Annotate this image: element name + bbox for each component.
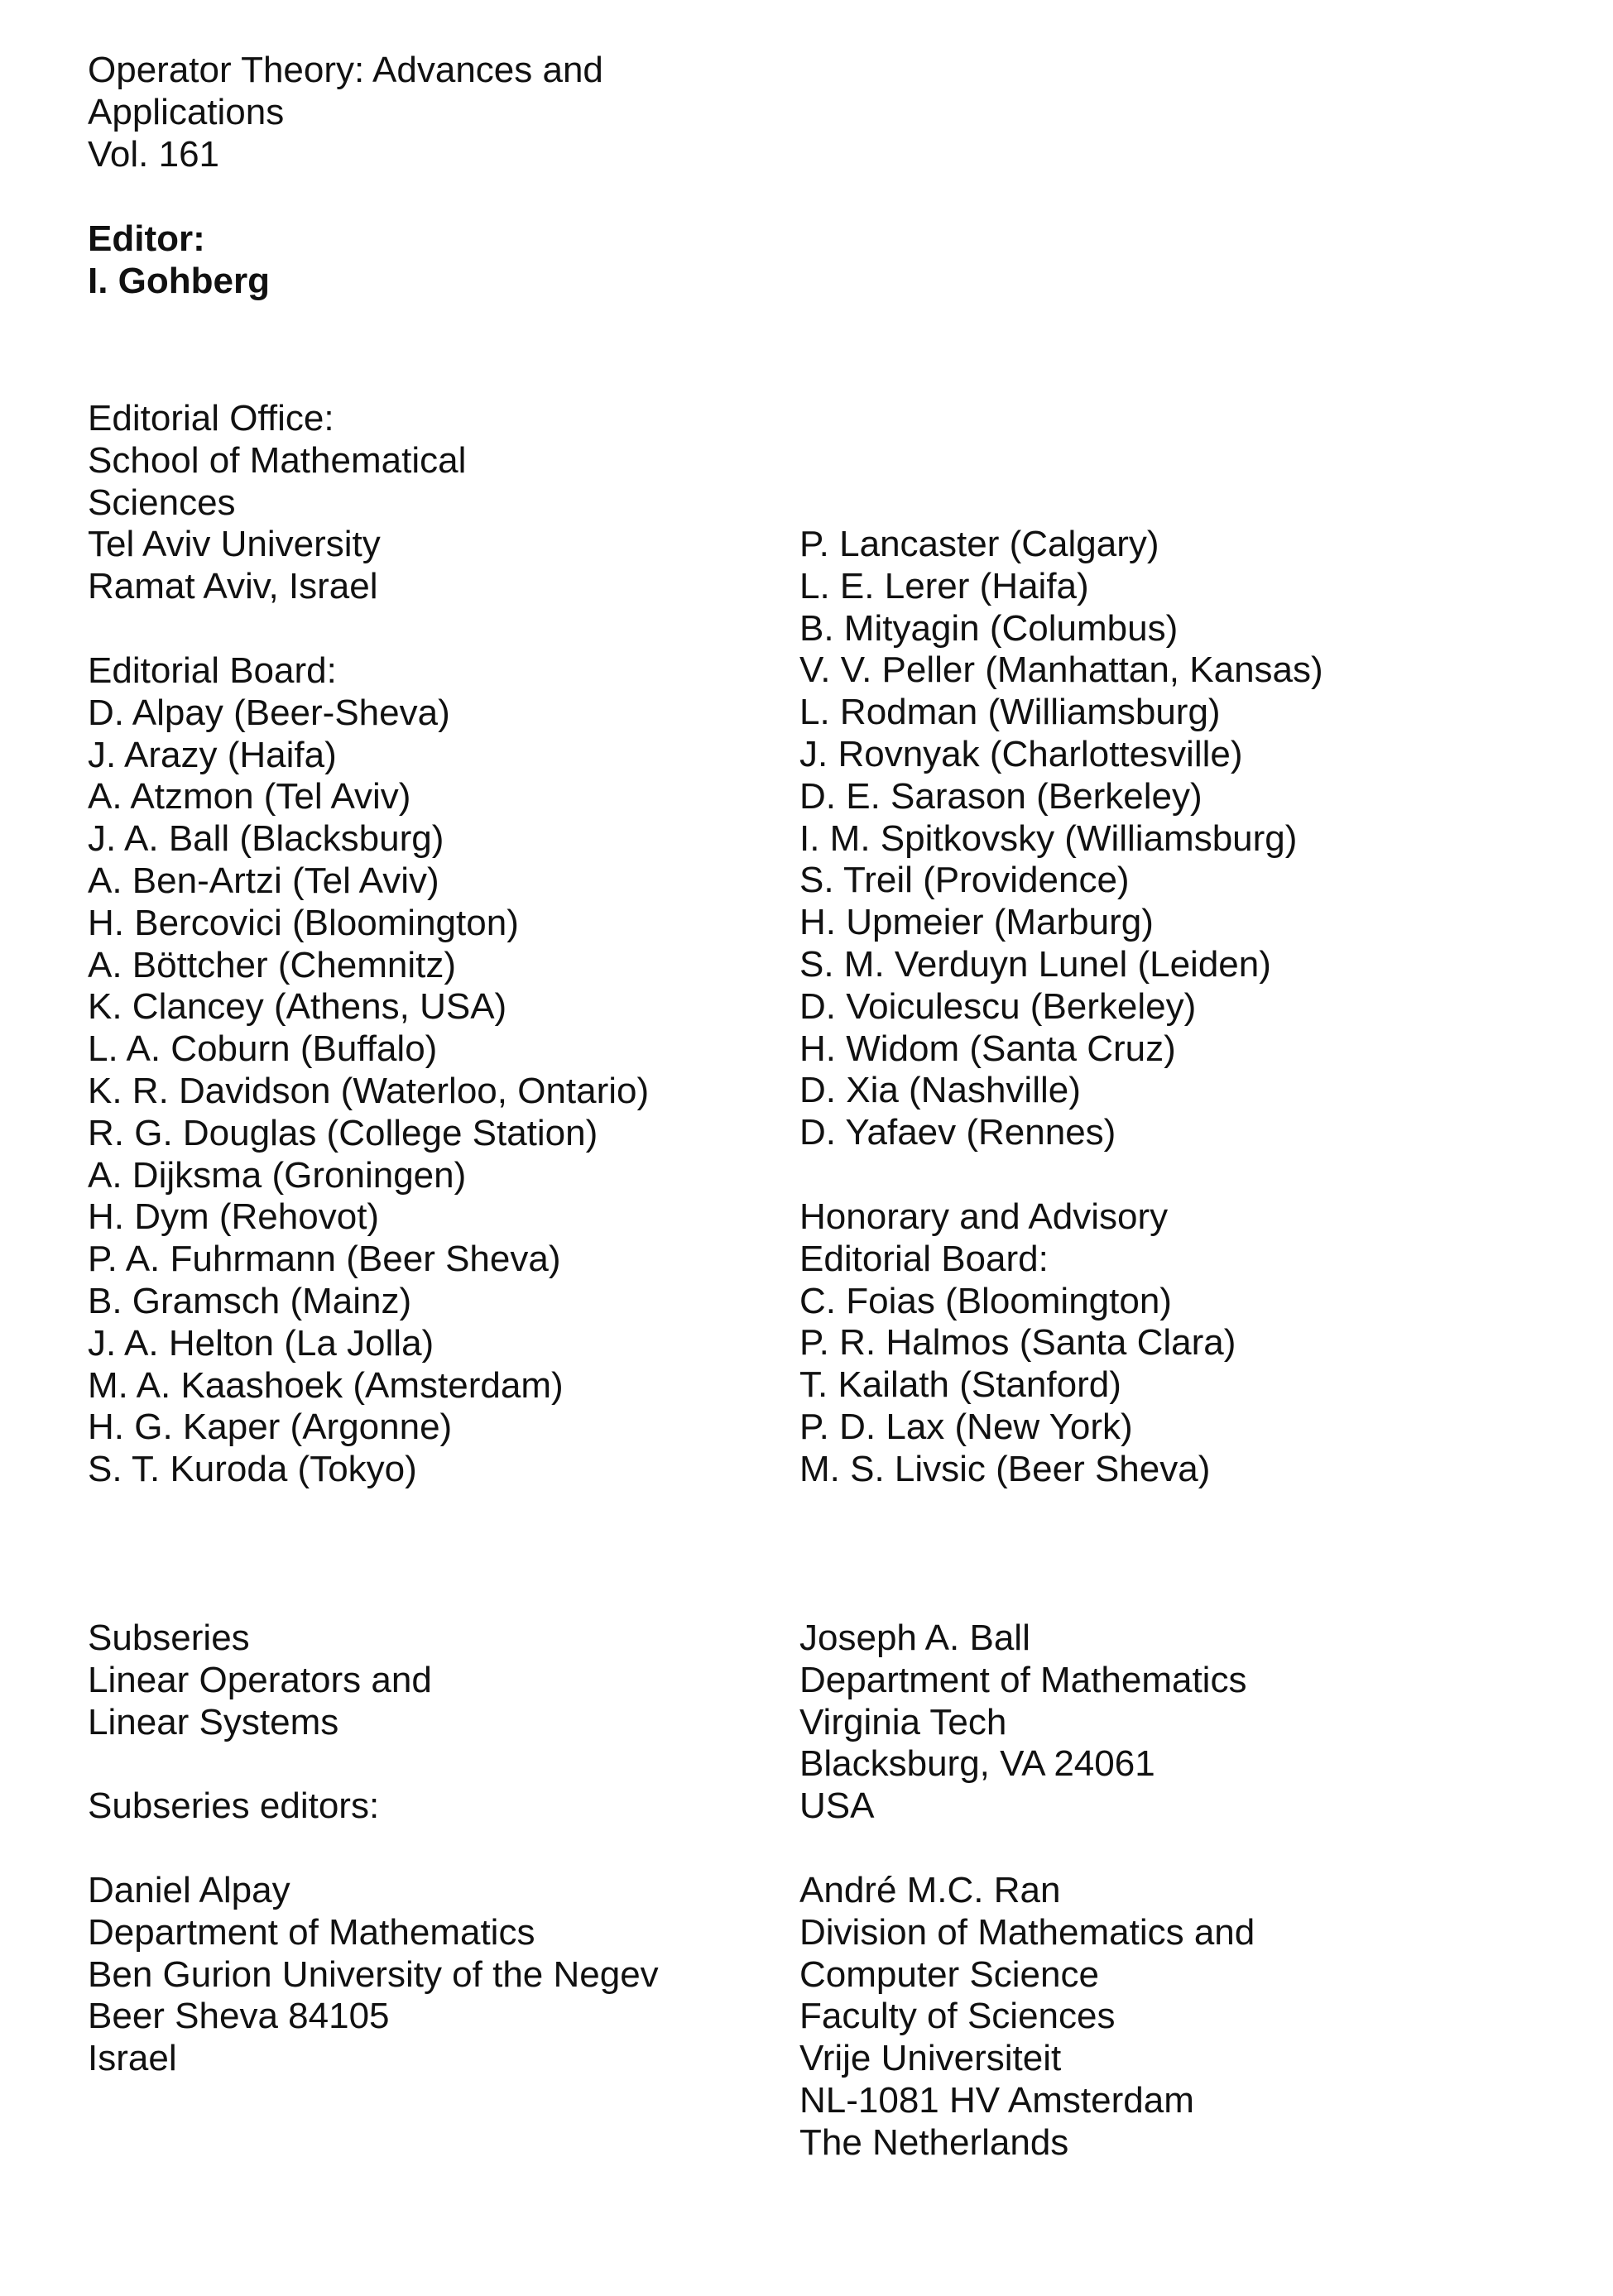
subseries-editors-label-text: Subseries editors: — [88, 1786, 380, 1826]
volume-number: Vol. 161 — [88, 133, 220, 175]
address-line: Tel Aviv University — [88, 524, 381, 565]
board-member: D. E. Sarason (Berkeley) — [799, 775, 1203, 817]
board-member: P. A. Fuhrmann (Beer Sheva) — [88, 1239, 561, 1280]
address-line: The Netherlands — [799, 2121, 1069, 2163]
honorary-member: T. Kailath (Stanford) — [799, 1364, 1121, 1406]
honorary-board-label: Editorial Board: — [799, 1238, 1049, 1279]
board-member: K. R. Davidson (Waterloo, Ontario) — [88, 1070, 650, 1111]
board-member: S. Treil (Providence) — [799, 860, 1130, 901]
address-line: Beer Sheva 84105 — [88, 1996, 390, 2037]
editor-name-line: Joseph A. Ball — [799, 1618, 1030, 1658]
board-member: B. Mityagin (Columbus) — [799, 607, 1179, 649]
address-line: Computer Science — [799, 1953, 1099, 1995]
address-line: Division of Mathematics and — [799, 1911, 1255, 1953]
honorary-member: M. S. Livsic (Beer Sheva) — [799, 1448, 1211, 1489]
editorial-office-label: Editorial Office: — [88, 398, 334, 439]
board-member: S. T. Kuroda (Tokyo) — [88, 1449, 417, 1490]
editor-label: Editor: — [88, 218, 205, 259]
editorial-office — [88, 398, 466, 608]
editor-name: I. Gohberg — [88, 260, 270, 301]
board-member: H. Dym (Rehovot) — [88, 1196, 380, 1238]
address-line: School of Mathematical — [88, 439, 467, 481]
subseries-editor-address — [799, 1870, 1255, 2164]
honorary-member: P. D. Lax (New York) — [799, 1406, 1133, 1447]
editor-section — [88, 218, 270, 303]
board-member: A. Böttcher (Chemnitz) — [88, 944, 457, 985]
address-line: Ramat Aviv, Israel — [88, 566, 378, 607]
honorary-board-label: Honorary and Advisory — [799, 1196, 1169, 1237]
address-line: Department of Mathematics — [799, 1659, 1247, 1700]
board-member: A. Atzmon (Tel Aviv) — [88, 776, 411, 817]
board-member: D. Alpay (Beer-Sheva) — [88, 692, 450, 733]
editor-name-line: André M.C. Ran — [799, 1870, 1061, 1910]
board-member: J. Rovnyak (Charlottesville) — [799, 733, 1243, 774]
subseries-editor-address — [799, 1618, 1246, 1828]
board-member: L. E. Lerer (Haifa) — [799, 565, 1089, 606]
board-member: D. Voiculescu (Berkeley) — [799, 985, 1197, 1027]
honorary-member: P. R. Halmos (Santa Clara) — [799, 1322, 1236, 1364]
address-line: Faculty of Sciences — [799, 1996, 1116, 2037]
subseries-editor-address — [88, 1870, 659, 2080]
editorial-board-label: Editorial Board: — [88, 650, 337, 691]
address-line: USA — [799, 1786, 875, 1827]
board-member: M. A. Kaashoek (Amsterdam) — [88, 1364, 564, 1406]
board-member: H. Bercovici (Bloomington) — [88, 902, 519, 943]
address-line: Blacksburg, VA 24061 — [799, 1743, 1155, 1785]
editorial-board-left — [88, 650, 649, 1491]
subseries-line: Linear Systems — [88, 1701, 339, 1742]
board-member: J. A. Ball (Blacksburg) — [88, 818, 444, 860]
editorial-board-right — [799, 524, 1323, 1154]
board-member: H. Upmeier (Marburg) — [799, 902, 1154, 943]
board-member: J. A. Helton (La Jolla) — [88, 1322, 434, 1364]
editor-name-line: Daniel Alpay — [88, 1870, 290, 1910]
board-member: V. V. Peller (Manhattan, Kansas) — [799, 649, 1323, 691]
address-line: Vrije Universiteit — [799, 2038, 1062, 2079]
board-member: D. Yafaev (Rennes) — [799, 1112, 1116, 1153]
series-title-line: Operator Theory: Advances and — [88, 50, 603, 90]
board-member: J. Arazy (Haifa) — [88, 734, 337, 775]
board-member: A. Dijksma (Groningen) — [88, 1154, 467, 1196]
address-line: Sciences — [88, 482, 236, 523]
honorary-member: C. Foias (Bloomington) — [799, 1280, 1172, 1321]
board-member: P. Lancaster (Calgary) — [799, 524, 1159, 564]
board-member: K. Clancey (Athens, USA) — [88, 986, 507, 1028]
board-member: A. Ben-Artzi (Tel Aviv) — [88, 860, 439, 901]
subseries-line: Subseries — [88, 1618, 250, 1658]
board-member: B. Gramsch (Mainz) — [88, 1280, 412, 1321]
board-member: H. G. Kaper (Argonne) — [88, 1407, 453, 1448]
subseries-editors-label — [88, 1786, 379, 1828]
address-line: Virginia Tech — [799, 1701, 1007, 1742]
honorary-board — [799, 1196, 1236, 1491]
board-member: R. G. Douglas (College Station) — [88, 1112, 598, 1153]
address-line: Israel — [88, 2038, 177, 2079]
board-member: S. M. Verduyn Lunel (Leiden) — [799, 943, 1271, 985]
address-line: Ben Gurion University of the Negev — [88, 1953, 659, 1995]
series-title-line: Applications — [88, 91, 285, 132]
subseries-line: Linear Operators and — [88, 1659, 432, 1700]
board-member: H. Widom (Santa Cruz) — [799, 1028, 1176, 1069]
board-member: L. A. Coburn (Buffalo) — [88, 1028, 438, 1070]
board-member: D. Xia (Nashville) — [799, 1070, 1081, 1111]
address-line: NL-1081 HV Amsterdam — [799, 2079, 1194, 2121]
address-line: Department of Mathematics — [88, 1911, 535, 1953]
board-member: I. M. Spitkovsky (Williamsburg) — [799, 817, 1298, 859]
subseries-title — [88, 1618, 432, 1743]
series-title — [88, 50, 603, 175]
board-member: L. Rodman (Williamsburg) — [799, 692, 1221, 733]
